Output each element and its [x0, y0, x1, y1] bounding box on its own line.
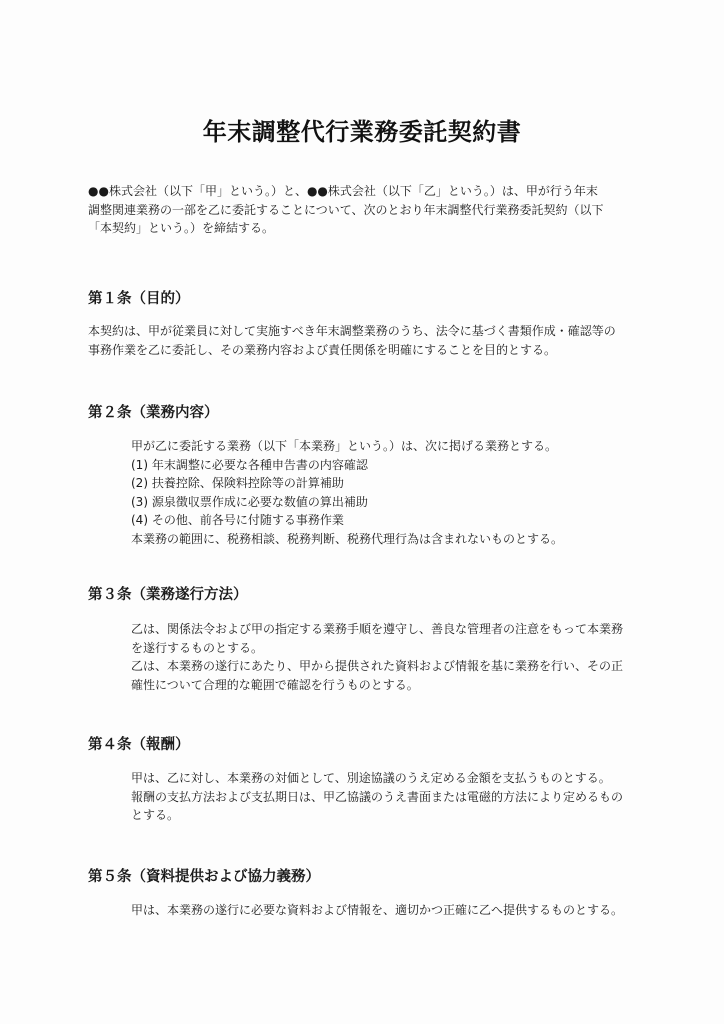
intro-line: 調整関連業務の一部を乙に委託することについて、次のとおり年末調整代行業務委託契約（以下	[88, 202, 604, 217]
article-heading: 第２条（業務内容）	[88, 405, 219, 421]
list-item: (4) その他、前各号に付随する事務作業	[131, 513, 344, 527]
article-line: 本業務の範囲に、税務相談、税務判断、税務代理行為は含まれないものとする。	[131, 531, 564, 546]
article-2	[88, 403, 648, 548]
article-line: 甲は、本業務の遂行に必要な資料および情報を、適切かつ正確に乙へ提供するものとする。	[131, 903, 624, 917]
article-3	[88, 585, 648, 694]
intro-line: 「本契約」という。）を締結する。	[88, 221, 275, 235]
article-1	[88, 289, 648, 359]
article-body	[88, 437, 641, 548]
article-line: 甲が乙に委託する業務（以下「本業務」という。）は、次に掲げる業務とする。	[131, 439, 558, 453]
article-heading: 第５条（資料提供および協力義務）	[88, 869, 320, 885]
article-line: とする。	[131, 808, 180, 822]
article-line: 確性について合理的な範囲で確認を行うものとする。	[131, 677, 419, 692]
article-line: 報酬の支払方法および支払期日は、甲乙協議のうえ書面または電磁的方法により定めるもの	[131, 789, 624, 804]
document-title: 年末調整代行業務委託契約書	[202, 118, 522, 146]
article-line: 事務作業を乙に委託し、その業務内容および責任関係を明確にすることを目的とする。	[88, 342, 557, 357]
intro-line: ●●株式会社（以下「甲」という。）と、●●株式会社（以下「乙」という。）は、甲が行う年末	[88, 184, 598, 198]
article-line: 乙は、本業務の遂行にあたり、甲から提供された資料および情報を基に業務を行い、その正	[131, 659, 624, 673]
article-heading: 第３条（業務遂行方法）	[88, 587, 248, 603]
article-5	[88, 867, 648, 920]
article-body	[88, 620, 641, 694]
article-body	[88, 769, 641, 825]
list-item: (1) 年末調整に必要な各種申告書の内容確認	[131, 457, 368, 472]
article-line: を遂行するものとする。	[131, 640, 264, 655]
article-4	[88, 735, 648, 825]
article-line: 本契約は、甲が従業員に対して実施すべき年末調整業務のうち、法令に基づく書類作成・確認等の	[88, 324, 616, 338]
article-line: 乙は、関係法令および甲の指定する業務手順を遵守し、善良な管理者の注意をもって本業務	[131, 622, 624, 636]
list-item: (3) 源泉徴収票作成に必要な数値の算出補助	[131, 494, 368, 509]
article-line: 甲は、乙に対し、本業務の対価として、別途協議のうえ定める金額を支払うものとする。	[131, 771, 611, 785]
article-heading: 第１条（目的）	[88, 291, 190, 307]
intro-paragraph	[88, 182, 636, 238]
list-item: (2) 扶養控除、保険料控除等の計算補助	[131, 476, 344, 490]
article-body	[88, 322, 636, 359]
article-body	[88, 901, 641, 920]
article-heading: 第４条（報酬）	[88, 737, 190, 753]
